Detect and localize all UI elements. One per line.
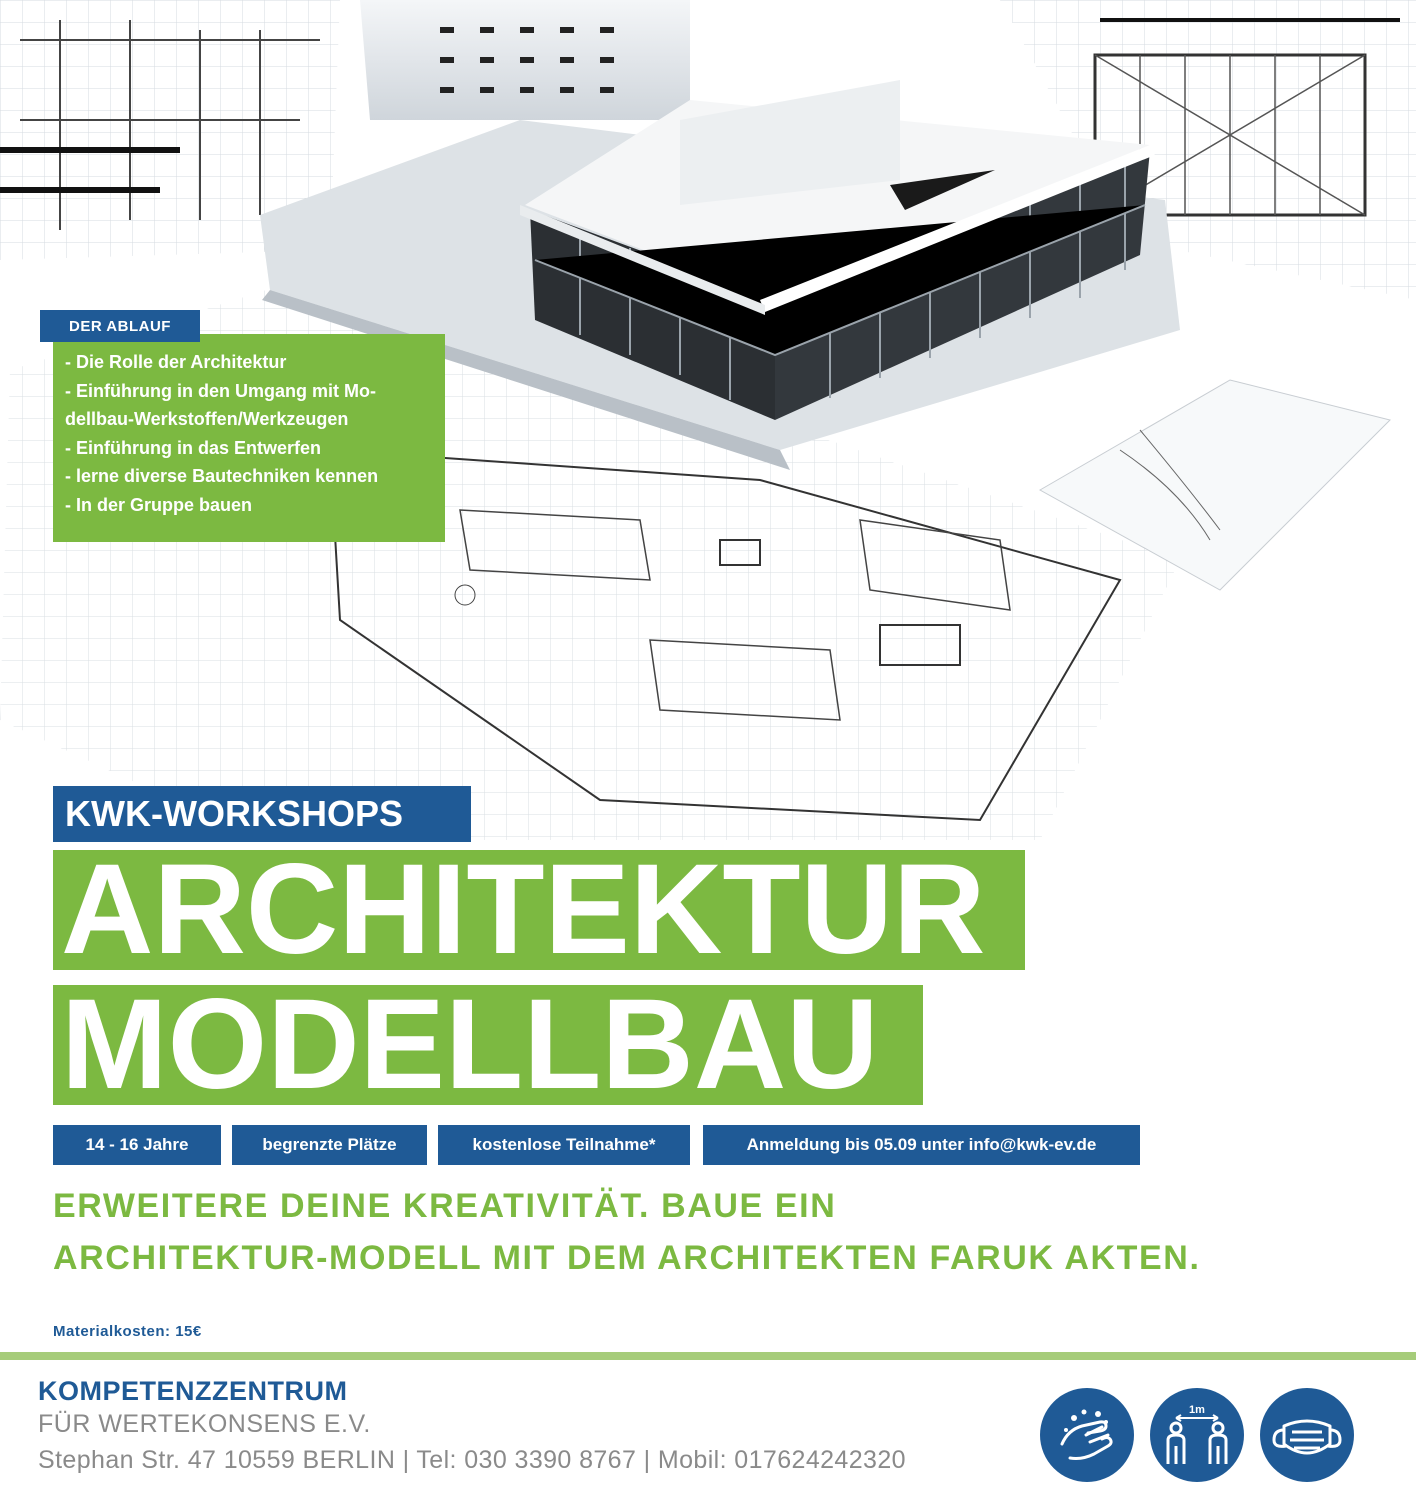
ablauf-item: dellbau-Werkstoffen/Werkzeugen <box>65 409 349 430</box>
registration-tag: Anmeldung bis 05.09 unter info@kwk-ev.de <box>703 1125 1140 1165</box>
tagline-line-2: ARCHITEKTUR-MODELL MIT DEM ARCHITEKTEN FARUK AKTEN. <box>53 1239 1201 1277</box>
ablauf-item: - In der Gruppe bauen <box>65 494 253 515</box>
limited-places-tag: begrenzte Plätze <box>232 1125 427 1165</box>
workshops-label: KWK-WORKSHOPS <box>53 786 471 842</box>
ablauf-list <box>53 334 445 542</box>
title-line-1: ARCHITEKTUR <box>53 850 1025 970</box>
contact-address: Stephan Str. 47 10559 BERLIN | Tel: 030 3390 8767 | Mobil: 017624242320 <box>38 1446 906 1474</box>
free-participation-tag: kostenlose Teilnahme* <box>438 1125 690 1165</box>
hand-washing-icon <box>1040 1388 1134 1482</box>
title-line-2: MODELLBAU <box>53 985 923 1105</box>
tagline-line-1: ERWEITERE DEINE KREATIVITÄT. BAUE EIN <box>53 1187 837 1225</box>
material-cost: Materialkosten: 15€ <box>53 1323 202 1340</box>
distance-label: 1m <box>1189 1404 1205 1416</box>
age-tag: 14 - 16 Jahre <box>53 1125 221 1165</box>
ablauf-item: - Einführung in das Entwerfen <box>65 437 321 458</box>
ablauf-item: - Einführung in den Umgang mit Mo- <box>65 380 376 401</box>
org-name-line-1: KOMPETENZZENTRUM <box>38 1376 348 1406</box>
org-name-line-2: FÜR WERTEKONSENS E.V. <box>38 1410 371 1438</box>
tagline <box>53 1180 1201 1284</box>
distance-icon <box>1150 1388 1244 1482</box>
face-mask-icon <box>1260 1388 1354 1482</box>
footer-divider <box>0 1352 1416 1360</box>
ablauf-label: DER ABLAUF <box>40 310 200 342</box>
ablauf-item: - Die Rolle der Architektur <box>65 352 287 372</box>
ablauf-item: - lerne diverse Bautechniken kennen <box>65 466 379 487</box>
